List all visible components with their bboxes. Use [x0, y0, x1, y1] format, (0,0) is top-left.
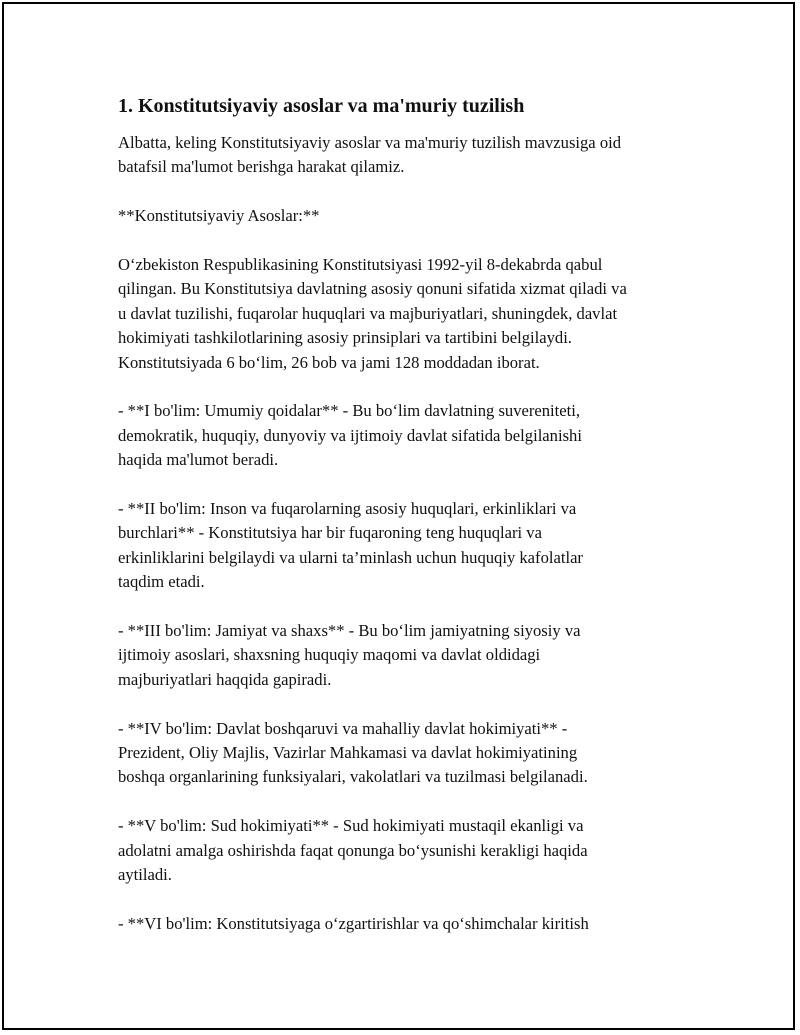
section-6-item	[118, 912, 698, 936]
text-line: Prezident, Oliy Majlis, Vazirlar Mahkamasi va davlat hokimiyatining	[118, 743, 578, 763]
text-line: haqida ma'lumot beradi.	[118, 450, 279, 470]
text-line: **Konstitutsiyaviy Asoslar:**	[118, 206, 320, 226]
text-line: majburiyatlari haqqida gapiradi.	[118, 669, 332, 689]
section-1-item	[118, 399, 698, 472]
section-4-item	[118, 717, 698, 790]
text-line: boshqa organlarining funksiyalari, vakolatlari va tuzilmasi belgilanadi.	[118, 767, 588, 787]
text-line: - **VI bo'lim: Konstitutsiyaga o‘zgartirishlar va qo‘shimchalar kiritish	[118, 913, 589, 933]
text-line: burchlari** - Konstitutsiya har bir fuqaroning teng huquqlari va	[118, 523, 542, 543]
section-2-item	[118, 497, 698, 595]
text-line: qilingan. Bu Konstitutsiya davlatning asosiy qonuni sifatida xizmat qiladi va	[118, 279, 627, 299]
text-line: ijtimoiy asoslari, shaxsning huquqiy maqomi va davlat oldidagi	[118, 645, 541, 665]
text-line: - **II bo'lim: Inson va fuqarolarning asosiy huquqlari, erkinliklari va	[118, 499, 577, 519]
text-line: Konstitutsiyada 6 bo‘lim, 26 bob va jami 128 moddadan iborat.	[118, 352, 540, 372]
section-5-item	[118, 814, 698, 887]
section-heading: 1. Konstitutsiyaviy asoslar va ma'muriy tuzilish	[118, 95, 525, 117]
text-line: erkinliklarini belgilaydi va ularni ta’minlash uchun huquqiy kafolatlar	[118, 547, 583, 567]
text-line: Albatta, keling Konstitutsiyaviy asoslar va ma'muriy tuzilish mavzusiga oid	[118, 133, 622, 152]
constitution-overview-paragraph	[118, 253, 698, 375]
subheading-paragraph	[118, 204, 698, 228]
text-line: aytiladi.	[118, 865, 172, 885]
text-line: demokratik, huquqiy, dunyoviy va ijtimoiy davlat sifatida belgilanishi	[118, 425, 582, 445]
text-line: hokimiyati tashkilotlarining asosiy prinsiplari va tartibini belgilaydi.	[118, 328, 572, 348]
text-line: - **V bo'lim: Sud hokimiyati** - Sud hokimiyati mustaqil ekanligi va	[118, 816, 584, 836]
section-3-item	[118, 619, 698, 692]
text-line: - **III bo'lim: Jamiyat va shaxs** - Bu bo‘lim jamiyatning siyosiy va	[118, 621, 581, 641]
document-body	[118, 93, 698, 961]
text-line: batafsil ma'lumot berishga harakat qilamiz.	[118, 157, 405, 177]
text-line: adolatni amalga oshirishda faqat qonunga bo‘ysunishi kerakligi haqida	[118, 840, 588, 860]
text-line: taqdim etadi.	[118, 572, 205, 592]
text-line: u davlat tuzilishi, fuqarolar huquqlari va majburiyatlari, shuningdek, davlat	[118, 303, 618, 323]
text-line: O‘zbekiston Respublikasining Konstitutsiyasi 1992-yil 8-dekabrda qabul	[118, 255, 603, 274]
text-line: - **I bo'lim: Umumiy qoidalar** - Bu bo‘lim davlatning suvereniteti,	[118, 401, 581, 421]
text-line: - **IV bo'lim: Davlat boshqaruvi va mahalliy davlat hokimiyati** -	[118, 718, 568, 738]
intro-paragraph	[118, 131, 698, 180]
